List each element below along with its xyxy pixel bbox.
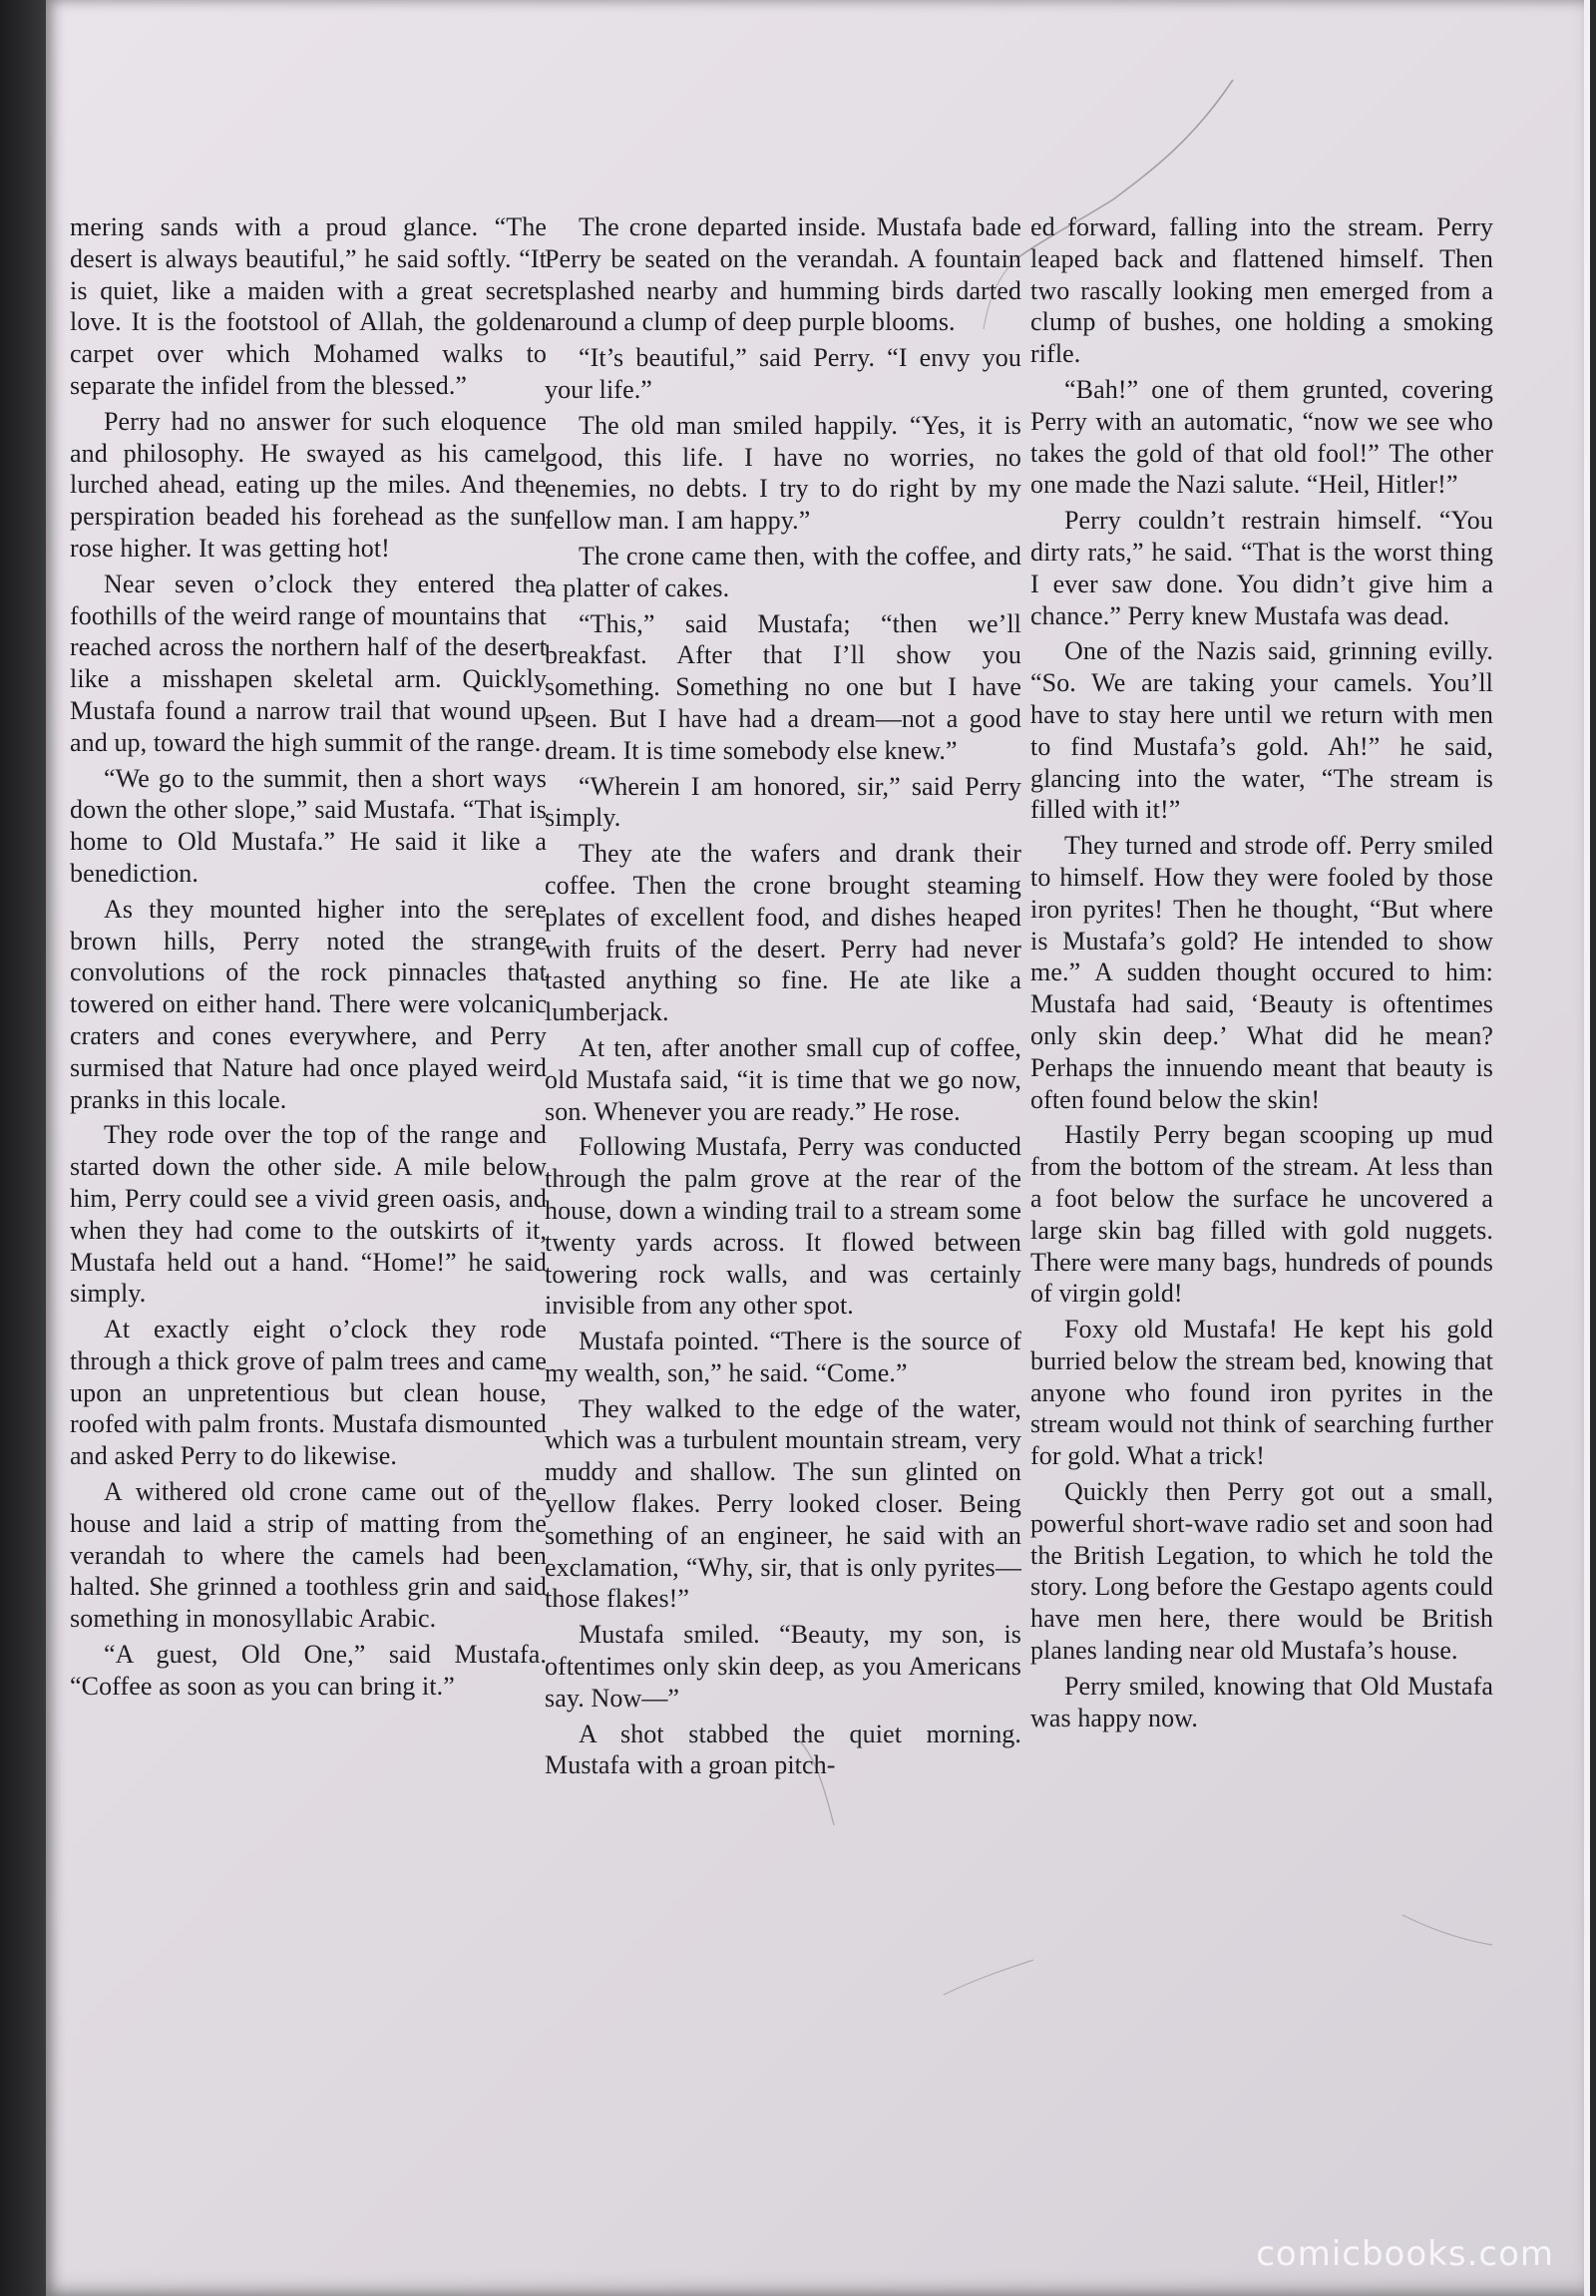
- story-paragraph: The old man smiled happily. “Yes, it is good, this life. I have no worries, no enemies, no debts. I try to do right by my fellow man. I am happy.”: [545, 410, 1021, 536]
- text-column-3: [1030, 211, 1493, 1737]
- story-paragraph: They turned and strode off. Perry smiled to himself. How they were fooled by those iron pyrites! Then he thought, “But where is Mustafa’s gold? He intended to show me.” A sudden thought occured to him: Mustafa had said, ‘Beauty is oftentimes only skin deep.’ What did he mean? Perhaps the innuendo meant that beauty is often found below the skin!: [1030, 831, 1493, 1114]
- story-paragraph: “This,” said Mustafa; “then we’ll breakfast. After that I’ll show you something. Something no one but I have seen. But I have had a dream—not a good dream. It is time somebody else knew.”: [545, 608, 1021, 765]
- story-paragraph: “Wherein I am honored, sir,” said Perry simply.: [545, 771, 1021, 833]
- story-paragraph: The crone came then, with the coffee, and a platter of cakes.: [545, 541, 1021, 602]
- story-paragraph: At ten, after another small cup of coffee, old Mustafa said, “it is time that we go now, son. Whenever you are ready.” He rose.: [545, 1032, 1021, 1126]
- story-paragraph: “A guest, Old One,” said Mustafa. “Coffee as soon as you can bring it.”: [70, 1640, 547, 1701]
- story-paragraph: The crone departed inside. Mustafa bade Perry be seated on the verandah. A fountain splashed nearby and humming birds darted around a clump of deep purple blooms.: [545, 212, 1021, 337]
- story-paragraph: Quickly then Perry got out a small, powerful short-wave radio set and soon had the British Legation, to which he told the story. Long before the Gestapo agents could have men here, there would be British planes landing near old Mustafa’s house.: [1030, 1477, 1493, 1666]
- text-column-2: [545, 211, 1021, 1785]
- story-paragraph: Foxy old Mustafa! He kept his gold burried below the stream bed, knowing that anyone who found iron pyrites in the stream would not think of searching further for gold. What a trick!: [1030, 1315, 1493, 1471]
- story-paragraph: “Bah!” one of them grunted, covering Perry with an automatic, “now we see who takes the gold of that old fool!” The other one made the Nazi salute. “Heil, Hitler!”: [1030, 374, 1493, 500]
- story-paragraph: Hastily Perry began scooping up mud from the bottom of the stream. At less than a foot below the surface he uncovered a large skin bag filled with gold nuggets. There were many bags, hundreds of pounds of virgin gold!: [1030, 1120, 1493, 1309]
- story-paragraph: They ate the wafers and drank their coffee. Then the crone brought steaming plates of excellent food, and dishes heaped with fruits of the desert. Perry had never tasted anything so fine. He ate like a lumberjack.: [545, 839, 1021, 1027]
- page-edge: [1584, 0, 1590, 2296]
- story-paragraph: “We go to the summit, then a short ways down the other slope,” said Mustafa. “That is home to Old Mustafa.” He said it like a benediction.: [70, 763, 547, 888]
- story-paragraph: Mustafa smiled. “Beauty, my son, is oftentimes only skin deep, as you Americans say. Now—”: [545, 1620, 1021, 1713]
- story-paragraph: They rode over the top of the range and started down the other side. A mile below him, Perry could see a vivid green oasis, and when they had come to the outskirts of it, Mustafa held out a hand. “Home!” he said simply.: [70, 1120, 547, 1309]
- story-paragraph: Mustafa pointed. “There is the source of my wealth, son,” he said. “Come.”: [545, 1327, 1021, 1387]
- story-paragraph: mering sands with a proud glance. “The desert is always beautiful,” he said softly. “It is quiet, like a maiden with a great secret love. It is the footstool of Allah, the golden carpet over which Mohamed walks to separate the infidel from the blessed.”: [70, 212, 547, 400]
- page: [46, 0, 1590, 2296]
- story-paragraph: One of the Nazis said, grinning evilly. “So. We are taking your camels. You’ll have to stay here until we return with men to find Mustafa’s gold. Ah!” he said, glancing into the water, “The stream is filled with it!”: [1030, 636, 1493, 825]
- text-column-1: [70, 211, 547, 1707]
- story-paragraph: Perry smiled, knowing that Old Mustafa was happy now.: [1030, 1671, 1493, 1732]
- story-paragraph: Perry couldn’t restrain himself. “You dirty rats,” he said. “That is the worst thing I ever saw done. You didn’t give him a chance.” Perry knew Mustafa was dead.: [1030, 506, 1493, 630]
- story-paragraph: “It’s beautiful,” said Perry. “I envy you your life.”: [545, 343, 1021, 404]
- book-spine: [0, 0, 46, 2296]
- story-paragraph: ed forward, falling into the stream. Perry leaped back and flattened himself. Then two rascally looking men emerged from a clump of bushes, one holding a smoking rifle.: [1030, 212, 1493, 369]
- story-paragraph: A withered old crone came out of the house and laid a strip of matting from the verandah to where the camels had been halted. She grinned a toothless grin and said something in monosyllabic Arabic.: [70, 1477, 547, 1634]
- site-watermark: comicbooks.com: [1256, 2234, 1554, 2274]
- story-paragraph: They walked to the edge of the water, which was a turbulent mountain stream, very muddy and shallow. The sun glinted on yellow flakes. Perry looked closer. Being something of an engineer, he said with an exclamation, “Why, sir, that is only pyrites—those flakes!”: [545, 1393, 1021, 1614]
- story-paragraph: Perry had no answer for such eloquence and philosophy. He swayed as his camel lurched ahead, eating up the miles. And the perspiration beaded his forehead as the sun rose higher. It was getting hot!: [70, 406, 547, 563]
- story-paragraph: Following Mustafa, Perry was conducted through the palm grove at the rear of the house, down a winding trail to a stream some twenty yards across. It flowed between towering rock walls, and was certainly invisible from any other spot.: [545, 1132, 1021, 1321]
- story-paragraph: A shot stabbed the quiet morning. Mustafa with a groan pitch-: [545, 1719, 1021, 1780]
- story-paragraph: At exactly eight o’clock they rode through a thick grove of palm trees and came upon an unpretentious but clean house, roofed with palm fronts. Mustafa dismounted and asked Perry to do likewise.: [70, 1315, 547, 1471]
- story-paragraph: Near seven o’clock they entered the foothills of the weird range of mountains that reached across the northern half of the desert like a misshapen skeletal arm. Quickly Mustafa found a narrow trail that wound up and up, toward the high summit of the range.: [70, 569, 547, 757]
- story-paragraph: As they mounted higher into the sere brown hills, Perry noted the strange convolutions of the rock pinnacles that towered on either hand. There were volcanic craters and cones everywhere, and Perry surmised that Nature had once played weird pranks in this locale.: [70, 894, 547, 1114]
